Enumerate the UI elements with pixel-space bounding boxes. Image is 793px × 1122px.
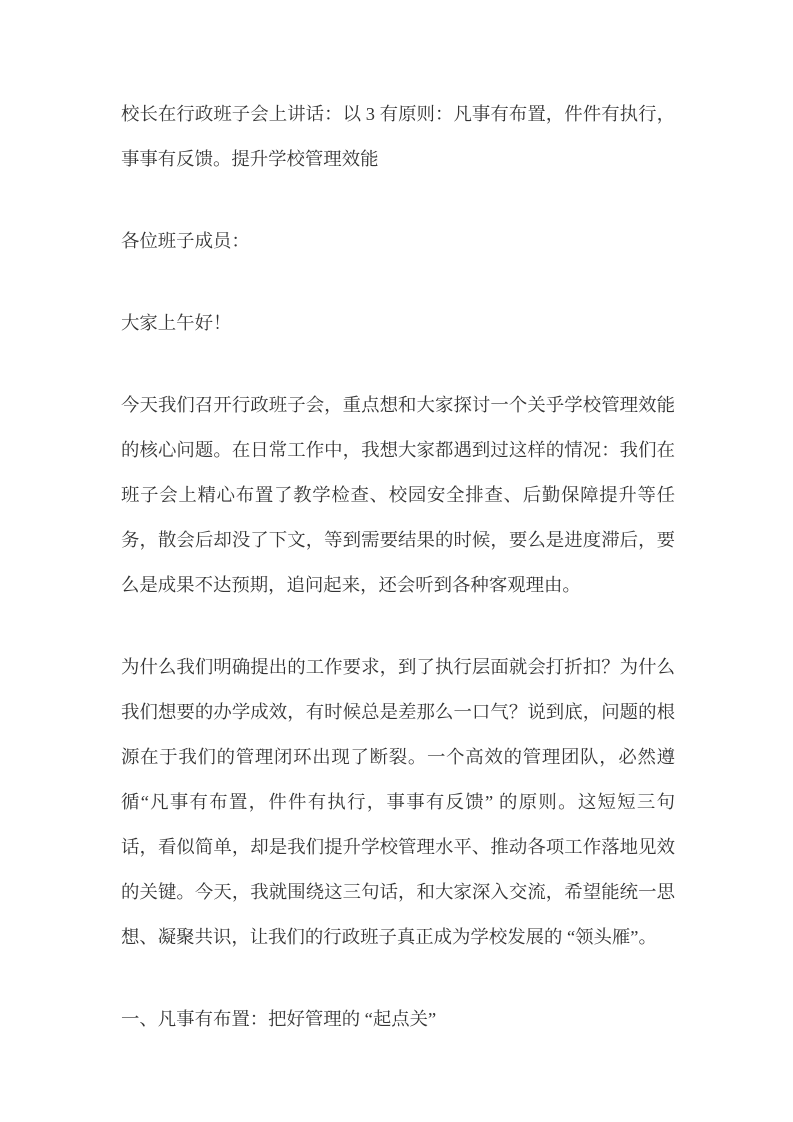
section-heading: 一、凡事有布置：把好管理的 “起点关” [121,1009,437,1029]
salutation: 各位班子成员： [121,231,250,251]
paragraph: 为什么我们明确提出的工作要求，到了执行层面就会打折扣？为什么我们想要的办学成效，有时候总是差那么一口气？说到底，问题的根源在于我们的管理闭环出现了断裂。一个高效的管理团队，必然遵循“凡事有布置，件件有执行，事事有反馈” 的原则。这短短三句话，看似简单，却是我们提升学校管理水平、推动各项工作落地见效的关键。今天，我就围绕这三句话，和大家深入交流，希望能统一思想、凝聚共识，让我们的行政班子真正成为学校发展的 “领头雁”。 [121,657,675,947]
document-title: 校长在行政班子会上讲话：以 3 有原则：凡事有布置，件件有执行，事事有反馈。提升学校管理效能 [121,104,675,169]
paragraph: 今天我们召开行政班子会，重点想和大家探讨一个关乎学校管理效能的核心问题。在日常工作中，我想大家都遇到过这样的情况：我们在班子会上精心布置了教学检查、校园安全排查、后勤保障提升等任务，散会后却没了下文，等到需要结果的时候，要么是进度滞后，要么是成果不达预期，追问起来，还会听到各种客观理由。 [121,395,675,595]
document-content [121,92,675,1042]
greeting: 大家上午好！ [121,313,232,333]
